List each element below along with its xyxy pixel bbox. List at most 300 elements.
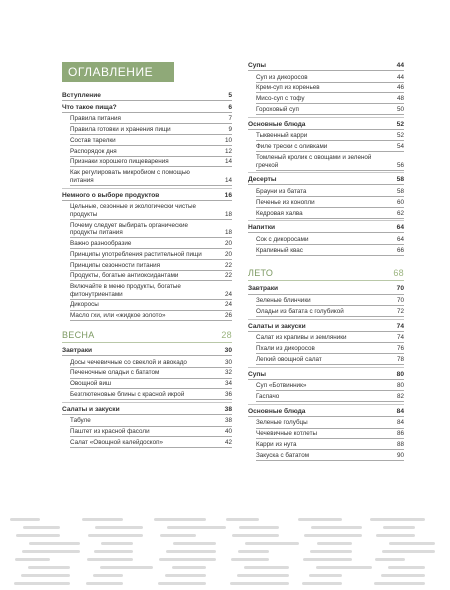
toc-entry-page: 7: [228, 115, 232, 123]
entry-underline: [70, 280, 232, 281]
entry-underline: [248, 70, 404, 71]
toc-section-heading: [62, 92, 232, 100]
blurred-text-fragment: [88, 534, 143, 537]
entry-underline: [256, 82, 404, 83]
toc-entry-page: 76: [396, 345, 404, 353]
blurred-text-fragment: [388, 566, 425, 569]
toc-entry: [62, 169, 232, 184]
toc-section-heading: [248, 408, 404, 416]
toc-entry-text: Крем-суп из кореньев: [256, 84, 320, 92]
blurred-text-fragment: [303, 558, 352, 561]
toc-entry: [248, 247, 404, 255]
toc-entry-page: 22: [224, 261, 232, 269]
blurred-text-fragment: [29, 542, 80, 545]
toc-entry-page: 86: [396, 430, 404, 438]
blurred-text-fragment: [383, 526, 415, 529]
blurred-text-fragment: [311, 526, 362, 529]
toc-entry-page: 60: [396, 198, 404, 206]
entry-underline: [256, 342, 404, 343]
toc-entry-text: Закуска с бататом: [256, 451, 310, 459]
toc-section-heading: [248, 285, 404, 293]
blurred-text-fragment: [302, 582, 342, 585]
toc-entry-page: 40: [224, 428, 232, 436]
toc-section-heading: [248, 62, 404, 70]
toc-entry-text: Филе трески с оливками: [256, 143, 328, 151]
toc-entry-text: Оладьи из батата с голубикой: [256, 307, 344, 315]
blurred-text-fragment: [310, 550, 352, 553]
entry-underline: [70, 248, 232, 249]
toc-entry-text: Признаки хорошего пищеварения: [70, 158, 169, 166]
toc-entry-page: 74: [396, 322, 404, 330]
toc-entry-page: 38: [224, 417, 232, 425]
toc-entry-text: Кедровая халва: [256, 209, 303, 217]
toc-entry-text: Что такое пища?: [62, 103, 117, 111]
toc-entry: [248, 236, 404, 244]
toc-entry: [62, 126, 232, 134]
toc-entry: [248, 356, 404, 364]
toc-entry-page: 10: [224, 136, 232, 144]
entry-underline: [70, 219, 232, 220]
entry-underline: [62, 355, 232, 356]
blurred-text-fragment: [165, 574, 206, 577]
toc-section-heading: [62, 104, 232, 112]
toc-entry-text: Овощной виш: [70, 380, 112, 388]
blurred-text-fragment: [316, 566, 372, 569]
toc-entry-page: 18: [224, 229, 232, 237]
entry-underline: [248, 232, 404, 233]
toc-entry: [62, 272, 232, 280]
toc-entry-text: Принципы сезонности питания: [70, 261, 161, 269]
toc-entry-text: Супы: [248, 62, 267, 69]
entry-underline: [256, 460, 404, 461]
toc-title: ОГЛАВЛЕНИЕ: [62, 62, 174, 82]
toc-entry-text: Принципы употребления растительной пищи: [70, 250, 202, 258]
blurred-text-fragment: [23, 526, 60, 529]
toc-entry-page: 62: [396, 209, 404, 217]
blurred-text-fragment: [159, 558, 216, 561]
toc-entry-text: Включайте в меню продукты, богатые фитонутриентами: [70, 283, 181, 298]
group-divider: [248, 220, 404, 221]
toc-entry-text: Завтраки: [248, 285, 279, 293]
entry-underline: [248, 184, 404, 185]
toc-entry-page: 84: [396, 407, 404, 415]
toc-entry: [248, 106, 404, 114]
toc-entry-text: Гороховый суп: [256, 105, 299, 113]
toc-entry: [62, 148, 232, 156]
blurred-text-fragment: [87, 558, 133, 561]
entry-underline: [248, 294, 404, 295]
blurred-text-fragment: [232, 534, 279, 537]
toc-entry-text: Вступление: [62, 92, 101, 99]
entry-underline: [256, 218, 404, 219]
toc-entry: [62, 222, 232, 237]
toc-entry-page: 64: [396, 224, 404, 232]
blurred-text-fragment: [245, 542, 299, 545]
blurred-text-fragment: [100, 566, 153, 569]
entry-underline: [256, 316, 404, 317]
entry-underline: [256, 196, 404, 197]
blurred-text-fragment: [166, 550, 216, 553]
toc-entry-page: 58: [396, 187, 404, 195]
group-divider: [248, 367, 404, 368]
blurred-text-fragment: [374, 582, 425, 585]
blurred-text-fragment: [231, 558, 269, 561]
toc-entry: [248, 441, 404, 449]
toc-entry-page: 12: [224, 147, 232, 155]
entry-underline: [70, 145, 232, 146]
blurred-text-fragment: [22, 550, 80, 553]
toc-entry-page: 46: [396, 84, 404, 92]
toc-entry-text: Легкий овощной салат: [256, 355, 322, 363]
toc-entry-page: 20: [224, 239, 232, 247]
toc-entry-page: 66: [396, 246, 404, 254]
toc-entry: [248, 430, 404, 438]
entry-underline: [256, 305, 404, 306]
toc-entry-text: Суп из дикоросов: [256, 73, 308, 81]
season-section-title: [248, 267, 404, 279]
toc-entry: [248, 154, 404, 169]
blurred-text-fragment: [382, 550, 435, 553]
toc-entry: [248, 393, 404, 401]
toc-entry-text: Почему следует выбирать органические продукты питания: [70, 221, 188, 237]
toc-entry-page: 38: [224, 405, 232, 413]
toc-entry: [62, 312, 232, 320]
entry-underline: [256, 255, 404, 256]
entry-underline: [256, 449, 404, 450]
toc-entry-page: 30: [224, 347, 232, 355]
toc-entry-text: Табуле: [70, 417, 91, 425]
toc-entry-page: 50: [396, 105, 404, 113]
toc-entry-text: Правила готовки и хранения пищи: [70, 125, 171, 133]
toc-entry: [62, 359, 232, 367]
toc-section-heading: [62, 192, 232, 200]
entry-underline: [256, 114, 404, 115]
toc-entry: [62, 262, 232, 270]
entry-underline: [62, 414, 232, 415]
toc-entry-page: 82: [396, 393, 404, 401]
toc-entry-page: 44: [396, 73, 404, 81]
toc-entry-page: 14: [224, 158, 232, 166]
toc-entry-page: 9: [228, 125, 232, 133]
toc-entry: [62, 380, 232, 388]
toc-entry: [248, 95, 404, 103]
toc-entry-text: Масло гхи, или «жидкое золото»: [70, 312, 166, 320]
blurred-text-fragment: [239, 526, 279, 529]
entry-underline: [70, 166, 232, 167]
toc-entry-page: 14: [224, 176, 232, 184]
entry-underline: [70, 123, 232, 124]
toc-entry-page: 58: [396, 176, 404, 184]
toc-entry-page: 84: [396, 419, 404, 427]
entry-underline: [70, 259, 232, 260]
entry-underline: [70, 270, 232, 271]
toc-entry-text: Основные блюда: [248, 407, 306, 415]
toc-entry-text: Как регулировать микробиом с помощью питания: [70, 169, 190, 184]
blurred-text-fragment: [298, 518, 342, 521]
toc-entry: [62, 439, 232, 447]
blurred-text-fragment: [28, 566, 70, 569]
toc-entry-text: Сок с дикоросами: [256, 235, 309, 243]
blurred-text-fragment: [375, 558, 405, 561]
toc-entry-text: Салаты и закуски: [62, 405, 120, 413]
blurred-text-fragment: [86, 582, 123, 585]
toc-entry: [248, 210, 404, 218]
blurred-text-fragment: [381, 574, 425, 577]
toc-entry-page: 18: [224, 210, 232, 218]
toc-entry-page: 24: [224, 290, 232, 298]
blurred-text-fragment: [172, 566, 206, 569]
toc-entry-page: 54: [396, 143, 404, 151]
toc-entry-page: 56: [396, 161, 404, 169]
entry-underline: [70, 378, 232, 379]
toc-entry-text: Салат из крапивы и земляники: [256, 334, 347, 342]
entry-underline: [256, 364, 404, 365]
toc-section-heading: [62, 347, 232, 355]
toc-entry-page: 22: [224, 272, 232, 280]
blurred-text-fragment: [95, 526, 143, 529]
toc-entry-page: 34: [224, 380, 232, 388]
blurred-text-fragment: [167, 526, 226, 529]
blurred-text-fragment: [230, 582, 289, 585]
blurred-text-fragment: [21, 574, 70, 577]
group-divider: [62, 188, 232, 189]
blurred-text-fragment: [244, 566, 289, 569]
blurred-text-fragment: [317, 542, 352, 545]
toc-entry: [248, 199, 404, 207]
entry-underline: [70, 399, 232, 400]
group-divider: [248, 319, 404, 320]
toc-entry-page: 5: [228, 92, 232, 99]
toc-entry: [248, 132, 404, 140]
toc-entry: [62, 428, 232, 436]
toc-entry-text: Брауни из батата: [256, 187, 307, 195]
toc-entry-page: 48: [396, 95, 404, 103]
entry-underline: [70, 320, 232, 321]
toc-entry-text: Продукты, богатые антиоксидантами: [70, 272, 179, 280]
toc-entry-page: 90: [396, 451, 404, 459]
entry-underline: [256, 92, 404, 93]
toc-entry-text: Крапивный квас: [256, 246, 303, 254]
entry-underline: [256, 103, 404, 104]
group-divider: [248, 404, 404, 405]
toc-entry-text: Печеночные оладьи с бататом: [70, 369, 160, 377]
entry-underline: [256, 244, 404, 245]
toc-entry-page: 64: [396, 235, 404, 243]
entry-underline: [62, 100, 232, 101]
toc-entry: [248, 297, 404, 305]
entry-underline: [70, 447, 232, 448]
toc-entry-text: Зеленые блинчики: [256, 297, 311, 305]
toc-entry: [62, 391, 232, 399]
toc-section-heading: [248, 323, 404, 331]
entry-underline: [256, 207, 404, 208]
entry-underline: [256, 353, 404, 354]
toc-entry-page: 20: [224, 250, 232, 258]
entry-underline: [70, 134, 232, 135]
entry-underline: [70, 426, 232, 427]
entry-underline: [256, 428, 404, 429]
toc-entry-text: Томленый кролик с овощами и зеленой гречкой: [256, 153, 372, 169]
entry-underline: [70, 310, 232, 311]
toc-entry-text: Дикоросы: [70, 301, 99, 309]
toc-entry: [248, 452, 404, 460]
entry-underline: [70, 388, 232, 389]
blurred-text-fragment: [101, 542, 133, 545]
toc-entry: [248, 74, 404, 82]
toc-entry-text: Чечевичные котлеты: [256, 430, 317, 438]
blurred-text-fragment: [376, 534, 415, 537]
entry-underline: [256, 151, 404, 152]
toc-entry-text: Немного о выборе продуктов: [62, 191, 160, 199]
season-divider: [248, 280, 404, 281]
blurred-text-fragment: [389, 542, 435, 545]
blurred-page-bottom: [0, 512, 450, 590]
toc-section-heading: [248, 371, 404, 379]
toc-entry: [62, 158, 232, 166]
toc-entry-page: 52: [396, 132, 404, 140]
entry-underline: [62, 200, 232, 201]
toc-entry-page: 6: [228, 103, 232, 111]
toc-entry-text: Тыквенный карри: [256, 132, 308, 140]
toc-entry-text: Паштет из красной фасоли: [70, 428, 150, 436]
toc-entry: [62, 251, 232, 259]
group-divider: [62, 402, 232, 403]
group-divider: [248, 172, 404, 173]
toc-entry-text: Печенье из конопли: [256, 198, 315, 206]
season-title-page: 68: [393, 268, 404, 279]
toc-entry-page: 52: [396, 120, 404, 128]
blurred-text-fragment: [370, 518, 425, 521]
toc-entry-text: Зеленые голубцы: [256, 419, 308, 427]
entry-underline: [62, 112, 232, 113]
toc-entry-text: Супы: [248, 370, 267, 378]
entry-underline: [248, 129, 404, 130]
toc-entry: [248, 345, 404, 353]
toc-section-heading: [62, 406, 232, 414]
entry-underline: [248, 416, 404, 417]
toc-entry-page: 88: [396, 441, 404, 448]
toc-entry-text: Состав тарелки: [70, 136, 116, 144]
entry-underline: [256, 390, 404, 391]
toc-entry: [248, 188, 404, 196]
toc-entry: [62, 203, 232, 218]
toc-entry: [62, 115, 232, 123]
blurred-text-fragment: [304, 534, 362, 537]
toc-entry-page: 24: [224, 301, 232, 309]
blurred-text-fragment: [94, 550, 133, 553]
toc-entry: [62, 240, 232, 248]
toc-entry-text: Завтраки: [62, 347, 93, 355]
entry-underline: [70, 299, 232, 300]
toc-entry-page: 16: [224, 191, 232, 199]
toc-entry-page: 80: [396, 382, 404, 390]
toc-section-heading: [248, 224, 404, 232]
toc-entry-page: 36: [224, 391, 232, 399]
blurred-text-fragment: [160, 534, 196, 537]
toc-entry: [248, 143, 404, 151]
blurred-text-fragment: [158, 582, 206, 585]
entry-underline: [256, 438, 404, 439]
entry-underline: [70, 156, 232, 157]
toc-entry: [248, 382, 404, 390]
toc-entry-page: 26: [224, 312, 232, 320]
toc-entry: [62, 417, 232, 425]
season-section-title: [62, 329, 232, 341]
entry-underline: [256, 140, 404, 141]
toc-entry-page: 30: [224, 358, 232, 366]
toc-entry-page: 78: [396, 355, 404, 363]
toc-entry-page: 32: [224, 369, 232, 377]
entry-underline: [248, 331, 404, 332]
toc-entry: [62, 283, 232, 298]
toc-entry-text: Основные блюда: [248, 120, 306, 128]
toc-entry-text: Досы чечевичные со свеклой и авокадо: [70, 358, 187, 366]
toc-entry-text: Правила питания: [70, 115, 121, 123]
toc-entry-text: Салаты и закуски: [248, 322, 306, 330]
entry-underline: [248, 379, 404, 380]
season-divider: [62, 342, 232, 343]
blurred-text-fragment: [237, 574, 289, 577]
entry-underline: [70, 367, 232, 368]
blurred-text-fragment: [82, 518, 123, 521]
blurred-text-fragment: [226, 518, 259, 521]
toc-entry-text: Суп «Ботвинник»: [256, 382, 307, 390]
toc-entry-text: Пхали из дикоросов: [256, 345, 315, 353]
toc-entry-text: Салат «Овощной калейдоскоп»: [70, 439, 164, 446]
toc-entry-page: 70: [396, 297, 404, 305]
toc-entry: [248, 308, 404, 316]
toc-entry-text: Безглютеновые блины с красной икрой: [70, 391, 185, 399]
toc-entry-page: 44: [396, 62, 404, 69]
toc-entry-page: 74: [396, 334, 404, 342]
blurred-text-fragment: [154, 518, 206, 521]
blurred-text-fragment: [15, 558, 50, 561]
toc-entry: [248, 419, 404, 427]
toc-entry-page: 42: [224, 439, 232, 446]
entry-underline: [70, 436, 232, 437]
blurred-text-fragment: [10, 518, 40, 521]
season-title-text: ВЕСНА: [62, 330, 95, 341]
toc-entry-text: Напитки: [248, 224, 276, 232]
season-title-text: ЛЕТО: [248, 268, 274, 279]
blurred-text-fragment: [309, 574, 342, 577]
blurred-text-fragment: [93, 574, 123, 577]
entry-underline: [70, 185, 232, 186]
toc-entry-text: Гаспачо: [256, 393, 280, 401]
blurred-text-fragment: [16, 534, 60, 537]
group-divider: [248, 117, 404, 118]
toc-entry-text: Важно разнообразие: [70, 239, 132, 247]
toc-entry: [62, 137, 232, 145]
toc-entry-page: 72: [396, 307, 404, 315]
blurred-text-fragment: [14, 582, 70, 585]
toc-entry-text: Распорядок дня: [70, 147, 117, 155]
toc-entry: [248, 334, 404, 342]
blurred-text-fragment: [238, 550, 269, 553]
toc-section-heading: [248, 121, 404, 129]
toc-entry-text: Десерты: [248, 176, 277, 184]
toc-entry-text: Цельные, сезонные и экологически чистые продукты: [70, 203, 197, 218]
toc-section-heading: [248, 176, 404, 184]
blurred-text-fragment: [173, 542, 216, 545]
toc-entry-page: 70: [396, 285, 404, 293]
toc-entry-text: Мисо-суп с тофу: [256, 95, 305, 103]
toc-entry-page: 80: [396, 370, 404, 378]
entry-underline: [70, 237, 232, 238]
toc-entry: [248, 84, 404, 92]
entry-underline: [256, 170, 404, 171]
toc-entry: [62, 369, 232, 377]
